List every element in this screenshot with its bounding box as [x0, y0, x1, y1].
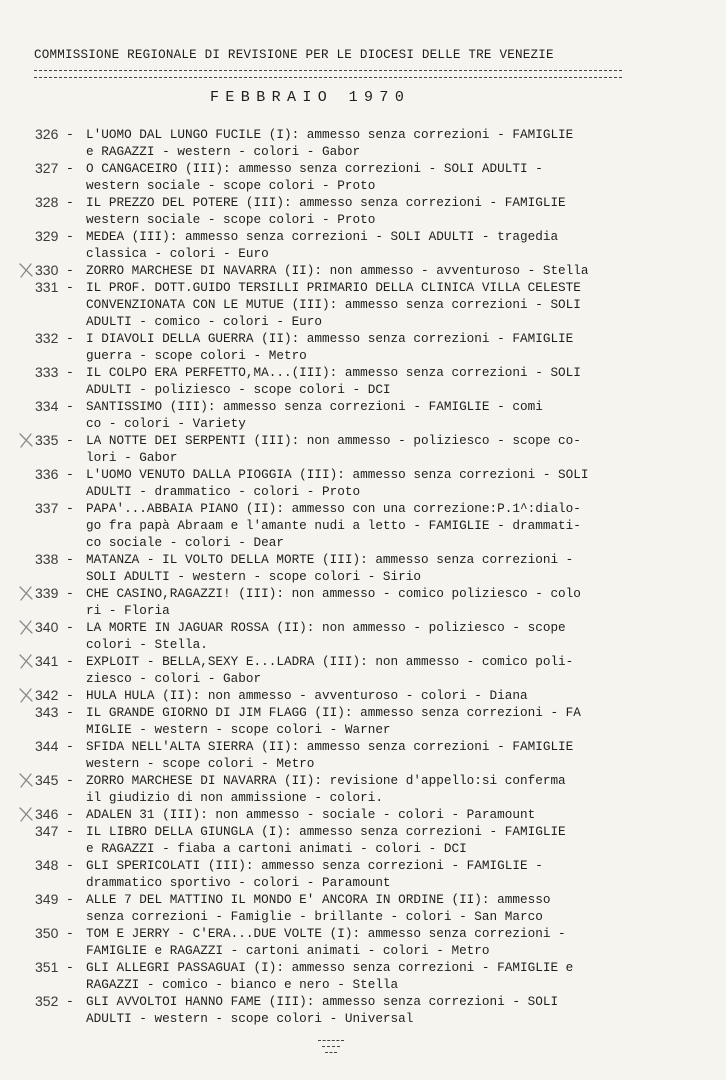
month-heading: FEBBRAIO 1970 [210, 89, 411, 106]
entry-text-line: LA NOTTE DEI SERPENTI (III): non ammesso - poliziesco - scope co- [86, 433, 581, 448]
entry-text-line: ADULTI - comico - colori - Euro [86, 314, 323, 329]
film-review-list [0, 126, 726, 1027]
entry-text-line: L'UOMO VENUTO DALLA PIOGGIA (III): ammesso senza correzioni - SOLI [86, 467, 589, 482]
end-of-page-mark [311, 1040, 351, 1058]
entry-description [86, 194, 718, 228]
film-entry [0, 806, 726, 823]
entry-dash-separator: - [66, 433, 74, 448]
entry-text-line: SOLI ADULTI - western - scope colori - Sirio [86, 569, 422, 584]
entry-description [86, 653, 718, 687]
entry-text-line: IL LIBRO DELLA GIUNGLA (I): ammesso senza correzioni - FAMIGLIE [86, 824, 566, 839]
film-entry [0, 823, 726, 857]
entry-dash-separator: - [66, 501, 74, 516]
entry-text-line: ADULTI - drammatico - colori - Proto [86, 484, 361, 499]
entry-text-line: GLI SPERICOLATI (III): ammesso senza correzioni - FAMIGLIE - [86, 858, 543, 873]
handwritten-x-mark-icon [17, 584, 35, 602]
entry-dash-separator: - [66, 467, 74, 482]
film-entry [0, 126, 726, 160]
entry-text-line: senza correzioni - Famiglie - brillante - colori - San Marco [86, 909, 543, 924]
entry-text-line: lori - Gabor [86, 450, 178, 465]
entry-text-line: IL PREZZO DEL POTERE (III): ammesso senza correzioni - FAMIGLIE [86, 195, 566, 210]
entry-text-line: SANTISSIMO (III): ammesso senza correzioni - FAMIGLIE - comi [86, 399, 543, 414]
entry-description [86, 585, 718, 619]
entry-number: 341 [35, 653, 59, 669]
entry-text-line: western sociale - scope colori - Proto [86, 212, 376, 227]
entry-text-line: ADULTI - poliziesco - scope colori - DCI [86, 382, 391, 397]
entry-number: 340 [35, 619, 59, 635]
film-entry [0, 687, 726, 704]
film-entry [0, 857, 726, 891]
film-entry [0, 279, 726, 330]
entry-text-line: SFIDA NELL'ALTA SIERRA (II): ammesso senza correzioni - FAMIGLIE [86, 739, 574, 754]
entry-text-line: EXPLOIT - BELLA,SEXY E...LADRA (III): non ammesso - comico poli- [86, 654, 574, 669]
entry-number: 335 [35, 432, 59, 448]
entry-number: 330 [35, 262, 59, 278]
entry-description [86, 279, 718, 330]
film-entry [0, 585, 726, 619]
entry-description [86, 398, 718, 432]
entry-number: 345 [35, 772, 59, 788]
film-entry [0, 551, 726, 585]
entry-text-line: LA MORTE IN JAGUAR ROSSA (II): non ammesso - poliziesco - scope [86, 620, 566, 635]
entry-text-line: ALLE 7 DEL MATTINO IL MONDO E' ANCORA IN ORDINE (II): ammesso [86, 892, 551, 907]
film-entry [0, 330, 726, 364]
entry-description [86, 857, 718, 891]
entry-text-line: MATANZA - IL VOLTO DELLA MORTE (III): ammesso senza correzioni - [86, 552, 574, 567]
entry-number: 344 [35, 738, 59, 754]
entry-number: 342 [35, 687, 59, 703]
entry-dash-separator: - [66, 331, 74, 346]
entry-dash-separator: - [66, 960, 74, 975]
entry-text-line: O CANGACEIRO (III): ammesso senza correzioni - SOLI ADULTI - [86, 161, 543, 176]
entry-dash-separator: - [66, 280, 74, 295]
entry-number: 352 [35, 993, 59, 1009]
entry-text-line: e RAGAZZI - western - colori - Gabor [86, 144, 361, 159]
entry-dash-separator: - [66, 161, 74, 176]
entry-description [86, 160, 718, 194]
entry-description [86, 738, 718, 772]
entry-number: 326 [35, 126, 59, 142]
film-entry [0, 772, 726, 806]
entry-text-line: MEDEA (III): ammesso senza correzioni - SOLI ADULTI - tragedia [86, 229, 559, 244]
entry-number: 331 [35, 279, 59, 295]
entry-text-line: ri - Floria [86, 603, 170, 618]
handwritten-x-mark-icon [17, 771, 35, 789]
film-entry [0, 704, 726, 738]
film-entry [0, 993, 726, 1027]
entry-number: 343 [35, 704, 59, 720]
entry-dash-separator: - [66, 688, 74, 703]
film-entry [0, 466, 726, 500]
entry-description [86, 993, 718, 1027]
handwritten-x-mark-icon [17, 805, 35, 823]
handwritten-x-mark-icon [17, 652, 35, 670]
entry-number: 338 [35, 551, 59, 567]
entry-number: 350 [35, 925, 59, 941]
entry-number: 349 [35, 891, 59, 907]
entry-text-line: TOM E JERRY - C'ERA...DUE VOLTE (I): ammesso senza correzioni - [86, 926, 566, 941]
entry-description [86, 500, 718, 551]
entry-text-line: IL COLPO ERA PERFETTO,MA...(III): ammesso senza correzioni - SOLI [86, 365, 581, 380]
entry-number: 348 [35, 857, 59, 873]
film-entry [0, 925, 726, 959]
entry-number: 327 [35, 160, 59, 176]
entry-dash-separator: - [66, 365, 74, 380]
film-entry [0, 653, 726, 687]
entry-text-line: FAMIGLIE e RAGAZZI - cartoni animati - colori - Metro [86, 943, 490, 958]
film-entry [0, 500, 726, 551]
entry-text-line: GLI ALLEGRI PASSAGUAI (I): ammesso senza correzioni - FAMIGLIE e [86, 960, 574, 975]
entry-description [86, 925, 718, 959]
entry-text-line: IL PROF. DOTT.GUIDO TERSILLI PRIMARIO DELLA CLINICA VILLA CELESTE [86, 280, 581, 295]
entry-description [86, 959, 718, 993]
entry-description [86, 466, 718, 500]
entry-text-line: colori - Stella. [86, 637, 208, 652]
entry-text-line: L'UOMO DAL LUNGO FUCILE (I): ammesso senza correzioni - FAMIGLIE [86, 127, 574, 142]
entry-description [86, 823, 718, 857]
entry-dash-separator: - [66, 229, 74, 244]
entry-text-line: co sociale - colori - Dear [86, 535, 284, 550]
entry-dash-separator: - [66, 773, 74, 788]
entry-dash-separator: - [66, 586, 74, 601]
entry-description [86, 704, 718, 738]
entry-text-line: ziesco - colori - Gabor [86, 671, 262, 686]
handwritten-x-mark-icon [17, 431, 35, 449]
entry-dash-separator: - [66, 994, 74, 1009]
entry-description [86, 891, 718, 925]
entry-dash-separator: - [66, 739, 74, 754]
handwritten-x-mark-icon [17, 618, 35, 636]
entry-text-line: ZORRO MARCHESE DI NAVARRA (II): revisione d'appello:si conferma [86, 773, 566, 788]
entry-text-line: western sociale - scope colori - Proto [86, 178, 376, 193]
entry-text-line: MIGLIE - western - scope colori - Warner [86, 722, 391, 737]
entry-text-line: ADULTI - western - scope colori - Universal [86, 1011, 414, 1026]
entry-text-line: I DIAVOLI DELLA GUERRA (II): ammesso senza correzioni - FAMIGLIE [86, 331, 574, 346]
entry-text-line: HULA HULA (II): non ammesso - avventuroso - colori - Diana [86, 688, 528, 703]
entry-dash-separator: - [66, 926, 74, 941]
entry-text-line: guerra - scope colori - Metro [86, 348, 307, 363]
entry-dash-separator: - [66, 620, 74, 635]
entry-number: 339 [35, 585, 59, 601]
entry-text-line: western - scope colori - Metro [86, 756, 315, 771]
entry-number: 347 [35, 823, 59, 839]
film-entry [0, 160, 726, 194]
entry-dash-separator: - [66, 127, 74, 142]
film-entry [0, 194, 726, 228]
entry-text-line: go fra papà Abraam e l'amante nudi a letto - FAMIGLIE - drammati- [86, 518, 581, 533]
entry-text-line: RAGAZZI - comico - bianco e nero - Stella [86, 977, 399, 992]
film-entry [0, 738, 726, 772]
entry-text-line: PAPA'...ABBAIA PIANO (II): ammesso con una correzione:P.1^:dialo- [86, 501, 581, 516]
entry-description [86, 772, 718, 806]
entry-number: 351 [35, 959, 59, 975]
entry-description [86, 806, 718, 823]
entry-number: 334 [35, 398, 59, 414]
entry-description [86, 330, 718, 364]
entry-text-line: co - colori - Variety [86, 416, 246, 431]
entry-description [86, 126, 718, 160]
entry-text-line: e RAGAZZI - fiaba a cartoni animati - colori - DCI [86, 841, 467, 856]
film-entry [0, 619, 726, 653]
film-entry [0, 891, 726, 925]
entry-dash-separator: - [66, 654, 74, 669]
entry-text-line: CHE CASINO,RAGAZZI! (III): non ammesso - comico poliziesco - colo [86, 586, 581, 601]
entry-number: 332 [35, 330, 59, 346]
entry-dash-separator: - [66, 807, 74, 822]
entry-dash-separator: - [66, 892, 74, 907]
entry-text-line: classica - colori - Euro [86, 246, 269, 261]
entry-description [86, 228, 718, 262]
film-entry [0, 432, 726, 466]
entry-dash-separator: - [66, 263, 74, 278]
film-entry [0, 228, 726, 262]
entry-dash-separator: - [66, 705, 74, 720]
entry-text-line: drammatico sportivo - colori - Paramount [86, 875, 391, 890]
entry-description [86, 432, 718, 466]
entry-text-line: CONVENZIONATA CON LE MUTUE (III): ammesso senza correzioni - SOLI [86, 297, 581, 312]
handwritten-x-mark-icon [17, 686, 35, 704]
entry-description [86, 262, 718, 279]
entry-dash-separator: - [66, 858, 74, 873]
title-underline-divider [34, 70, 622, 78]
commission-title: COMMISSIONE REGIONALE DI REVISIONE PER LE DIOCESI DELLE TRE VENEZIE [34, 48, 554, 62]
film-entry [0, 398, 726, 432]
entry-number: 336 [35, 466, 59, 482]
entry-description [86, 551, 718, 585]
entry-text-line: il giudizio di non ammissione - colori. [86, 790, 383, 805]
film-entry [0, 364, 726, 398]
entry-text-line: GLI AVVOLTOI HANNO FAME (III): ammesso senza correzioni - SOLI [86, 994, 559, 1009]
entry-number: 329 [35, 228, 59, 244]
entry-text-line: ZORRO MARCHESE DI NAVARRA (II): non ammesso - avventuroso - Stella [86, 263, 589, 278]
entry-number: 328 [35, 194, 59, 210]
entry-number: 333 [35, 364, 59, 380]
entry-dash-separator: - [66, 552, 74, 567]
entry-text-line: IL GRANDE GIORNO DI JIM FLAGG (II): ammesso senza correzioni - FA [86, 705, 581, 720]
entry-dash-separator: - [66, 824, 74, 839]
entry-description [86, 619, 718, 653]
entry-description [86, 687, 718, 704]
entry-description [86, 364, 718, 398]
entry-dash-separator: - [66, 195, 74, 210]
entry-number: 337 [35, 500, 59, 516]
film-entry [0, 262, 726, 279]
entry-number: 346 [35, 806, 59, 822]
handwritten-x-mark-icon [17, 261, 35, 279]
entry-text-line: ADALEN 31 (III): non ammesso - sociale - colori - Paramount [86, 807, 536, 822]
film-entry [0, 959, 726, 993]
entry-dash-separator: - [66, 399, 74, 414]
